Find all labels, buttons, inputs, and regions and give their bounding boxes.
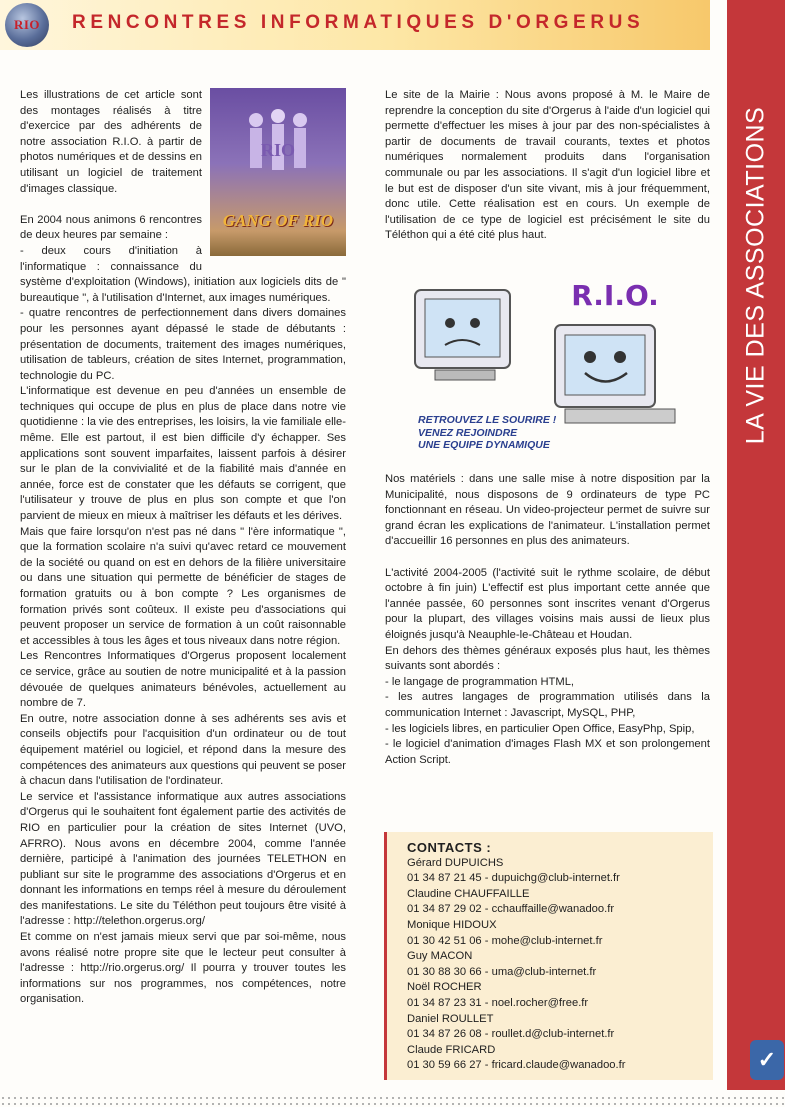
paragraph: - deux cours d'initiation à l'informatique : connaissance du système d'exploitation (Windows), initiation aux logiciels dits de " bureautique ", à l'utilisation d'Internet, aux images numériques. <box>20 244 346 304</box>
paragraph: En outre, notre association donne à ses adhérents ses avis et conseils objectifs pour l'acquisition d'un ordinateur ou de tout équipement matériel ou logiciel, et répond dans la mesure des compétences des animateurs aux questions qui peuvent se poser à chacun dans l'utilisation de l'ordinateur. <box>20 712 346 788</box>
slogan-line: RETROUVEZ LE SOURIRE ! <box>418 414 557 426</box>
paragraph: Et comme on n'est jamais mieux servi que par soi-même, nous avons réalisé notre propre site que le lecteur peut consulter à l'adresse : http://rio.orgerus.org/ Il pourra y trouver toutes les informations sur nos programmes, nos compétences, notre organisation. <box>20 931 346 1006</box>
contact-details: 01 34 87 29 02 - cchauffaille@wanadoo.fr <box>407 903 615 916</box>
contact-details: 01 34 87 21 45 - dupuichg@club-internet.fr <box>407 872 620 885</box>
contact-details: 01 30 59 66 27 - fricard.claude@wanadoo.fr <box>407 1059 626 1072</box>
poster-caption: GANG OF RIO <box>222 211 334 230</box>
paragraph: - les logiciels libres, en particulier Open Office, EasyPhp, Spip, <box>385 722 695 735</box>
svg-text:RIO: RIO <box>260 140 296 160</box>
paragraph: L'informatique est devenue en peu d'années un ensemble de techniques qui occupe de plus en plus de place dans notre vie quotidienne : la vie des entreprises, les loisirs, la vie familiale elle-même. Elle est partout, il est bien difficile d'y échapper. Ses applications sont souvent imparfaites, laissent parfois à désirer sur le plan de la convivialité et de la fiabilité mais d'année en année, force est de constater que les défauts se corrigent, que l'utilisateur y trouve de plus en plus son compte et que l'on parvient de mieux en mieux à maîtriser les défauts et les dérives. <box>20 385 346 523</box>
paragraph: Nos matériels : dans une salle mise à notre disposition par la Municipalité, nous disposons de 9 ordinateurs de type PC fonctionnant en réseau. Un video-projecteur permet de suivre sur grand écran les explications de l'animateur. L'installation permet d'accueillir 16 personnes en plus des animateurs. <box>385 473 710 548</box>
contact-name: Claude FRICARD <box>407 1043 496 1056</box>
contact-name: Guy MACON <box>407 950 473 963</box>
paragraph: Le service et l'assistance informatique aux autres associations d'Orgerus qui le souhaitent font également partie des activités de RIO en particulier pour la création de sites Internet (UVO, AFRRO). Nous avons en décembre 2004, comme l'année dernière, participé à l'animation des journées TELETHON en publiant sur site le programme des associations d'Orgerus et en donnant les informations en temps réel à mesure du déroulement des manifestations. Le site du Téléthon peut toujours être visité à l'adresse : http://telethon.orgerus.org/ <box>20 790 346 928</box>
contact-details: 01 34 87 23 31 - noel.rocher@free.fr <box>407 996 589 1009</box>
rio-logo: RIO <box>5 3 49 47</box>
paragraph: Mais que faire lorsqu'on n'est pas né dans " l'ère informatique ", que la formation scolaire n'a suivi qu'avec retard ce mouvement de la société ou quand on est en dehors de la filière universitaire ou dans une situation qui permette de bénéficier de stages de formation gratuits ou à bon compte ? Les organismes de formation privés sont coûteux. Il existe peu d'associations qui peuvent proposer un service de formation à un coût raisonnable et accessibles à tous les âges et tous niveaux dans notre région. <box>20 525 346 647</box>
rooster-logo-icon: ✓ <box>750 1040 784 1080</box>
paragraph: - les autres langages de programmation utilisés dans la communication Internet : Javascript, MySQL, PHP, <box>385 691 710 719</box>
contacts-heading: CONTACTS : <box>407 840 492 855</box>
poster-figures-icon <box>240 108 316 188</box>
cartoon-slogan <box>418 414 556 452</box>
right-column-top <box>385 88 710 244</box>
paragraph: Les Rencontres Informatiques d'Orgerus proposent localement ce service, grâce au soutien de notre municipalité et à la passion dévouée de quelques animateurs bénévoles, actuellement au nombre de 7. <box>20 650 346 710</box>
contacts-box <box>384 832 713 1080</box>
contact-details: 01 30 42 51 06 - mohe@club-internet.fr <box>407 934 603 947</box>
paragraph: - le logiciel d'animation d'images Flash MX et son prolongement Action Script. <box>385 738 710 766</box>
paragraph: Le site de la Mairie : Nous avons proposé à M. le Maire de reprendre la conception du site d'Orgerus à l'aide d'un logiciel qui permette d'effectuer les mises à jour par des non-spécialistes à partir de documents de travail courants, textes et photos numériques normalement produits dans l'organisation communale ou par les associations. Il s'agit d'un logiciel libre et le but est de disposer d'un site vivant, mis à jour fréquemment, donc utile. Cette réalisation est en cours. Un exemple de l'utilisation de ce type de logiciel est précisément le site du Téléthon qui a été cité plus haut. <box>385 89 710 242</box>
slogan-line: VENEZ REJOINDRE <box>418 426 518 439</box>
gang-of-rio-poster <box>210 88 346 256</box>
dotted-footer-border <box>0 1095 785 1107</box>
paragraph: En dehors des thèmes généraux exposés plus haut, les thèmes suivants sont abordés : <box>385 644 710 673</box>
section-label: LA VIE DES ASSOCIATIONS <box>741 106 770 444</box>
paragraph: - quatre rencontres de perfectionnement dans divers domaines pour les personnes ayant dépassé le stade de débutants : présentation de documents, traitement des images numériques, utilisation de tableurs, création de sites Internet, programmation, technologie du PC. <box>20 307 346 382</box>
contact-details: 01 30 88 30 66 - uma@club-internet.fr <box>407 965 597 978</box>
page-title: RENCONTRES INFORMATIQUES D'ORGERUS <box>72 12 645 33</box>
contact-name: Noël ROCHER <box>407 981 482 994</box>
contact-name: Claudine CHAUFFAILLE <box>407 887 530 900</box>
contact-name: Monique HIDOUX <box>407 918 497 931</box>
paragraph: En 2004 nous animons 6 rencontres de deux heures par semaine : <box>20 213 202 242</box>
contact-name: Daniel ROULLET <box>407 1012 494 1025</box>
left-column <box>20 88 346 1008</box>
paragraph: L'activité 2004-2005 (l'activité suit le rythme scolaire, de début octobre à fin juin) L'effectif est plus important cette année que l'année passée, 60 personnes sont inscrites venant d'Orgerus pour la plupart, des villages voisins mais aussi de lieux plus éloignés jusqu'à Neauphle-le-Château et Houdan. <box>385 566 710 641</box>
contact-details: 01 34 87 26 08 - roullet.d@club-internet.fr <box>407 1028 615 1041</box>
section-label-container <box>727 70 785 480</box>
cartoon-rio-label: R.I.O. <box>571 279 659 312</box>
right-column-bottom <box>385 472 710 768</box>
contact-name: Gérard DUPUICHS <box>407 856 504 869</box>
paragraph: - le langage de programmation HTML, <box>385 675 575 688</box>
slogan-line: UNE EQUIPE DYNAMIQUE <box>418 439 550 451</box>
paragraph: Les illustrations de cet article sont des montages réalisés à titre d'exercice par des adhérents de notre association R.I.O. à partir de photos numériques et de dessins en utilisant un logiciel de traitement d'images classique. <box>20 89 202 195</box>
